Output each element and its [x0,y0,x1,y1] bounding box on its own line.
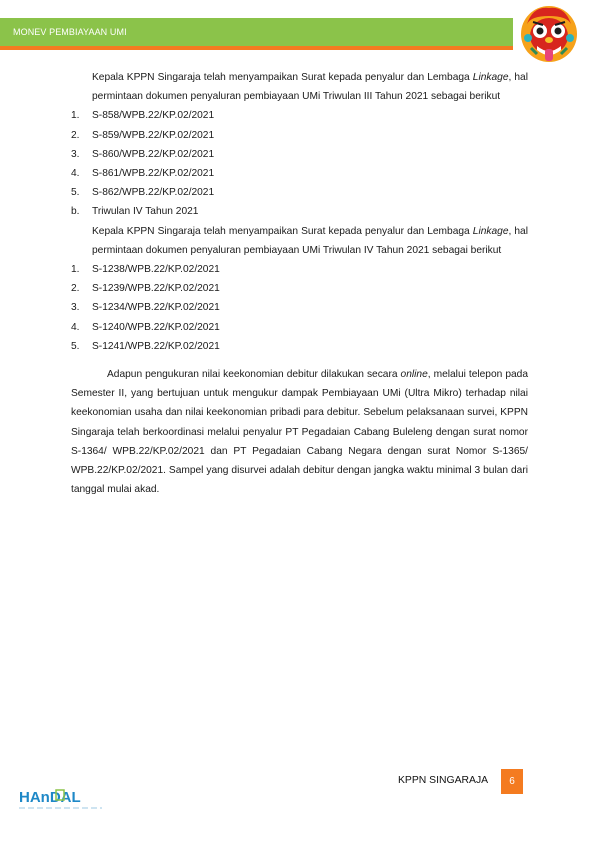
list-item: 3. S-1234/WPB.22/KP.02/2021 [71,302,220,314]
list-item: 2. S-1239/WPB.22/KP.02/2021 [71,283,220,295]
handal-logo-icon [18,785,106,815]
list-item: 4. S-1240/WPB.22/KP.02/2021 [71,321,220,333]
body-italic: online [400,369,428,381]
body-text-rest: , melalui telepon pada Semester II, yang bertujuan untuk mengukur dampak Pembiayaan UMi (Ultra Mikro) terhadap nilai keekonomian usaha dan nilai keekonomian pribadi para debitur. Sebelum pelaksanaan survei, KPPN Singaraja telah berkoordinasi melalui penyalur PT Pegadaian Cabang Buleleng dengan surat nomor S-1364/ WPB.22/KP.02/2021 dan PT Pegadaian Cabang Negara dengan surat Nomor S-1365/ WPB.22/KP.02/2021. Sampel yang disurvei adalah debitur dengan jangka waktu minimal 3 bulan dari tanggal mulai akad. [71,369,528,496]
section-b-heading [71,202,528,221]
section-b-intro-rest: , hal permintaan dokumen penyaluran pembiayaan UMi Triwulan IV Tahun 2021 sebagai berikut [92,225,528,256]
page-content [71,68,528,499]
barong-mask-icon [519,4,579,64]
page-number: 6 [501,769,523,794]
body-text: Adapun pengukuran nilai keekonomian debitur dilakukan secara [107,369,401,381]
header-title: MONEV PEMBIAYAAN UMI [13,27,127,37]
list-item: 1. S-1238/WPB.22/KP.02/2021 [71,264,220,276]
section-b-intro-italic: Linkage [472,225,509,237]
section-a-intro-text: Kepala KPPN Singaraja telah menyampaikan Surat kepada penyalur dan Lembaga [92,72,473,83]
list-item: 2. S-859/WPB.22/KP.02/2021 [71,129,215,141]
list-item: 5. S-1241/WPB.22/KP.02/2021 [71,340,220,352]
footer-office-label: KPPN SINGARAJA [398,775,489,786]
list-item: 1. S-858/WPB.22/KP.02/2021 [71,110,215,122]
section-b-intro [92,222,528,260]
list-item: 3. S-860/WPB.22/KP.02/2021 [71,148,215,160]
section-a-intro-italic: Linkage [472,72,509,83]
list-item: 4. S-861/WPB.22/KP.02/2021 [71,168,215,180]
section-b-letter: b. [71,206,80,218]
logo-text: HAnDAL [19,789,81,806]
section-b-intro-text: Kepala KPPN Singaraja telah menyampaikan Surat kepada penyalur dan Lembaga [92,225,473,237]
section-a-letter-list [71,106,528,202]
section-a-intro-rest: , hal permintaan dokumen penyaluran pembiayaan UMi Triwulan III Tahun 2021 sebagai berikut [92,72,528,103]
section-a-intro [92,68,528,106]
section-b-title: Triwulan IV Tahun 2021 [92,206,199,218]
body-paragraph [71,365,528,499]
section-b-letter-list [71,260,528,356]
list-item: 5. S-862/WPB.22/KP.02/2021 [71,187,215,199]
header-stripe [0,46,513,50]
